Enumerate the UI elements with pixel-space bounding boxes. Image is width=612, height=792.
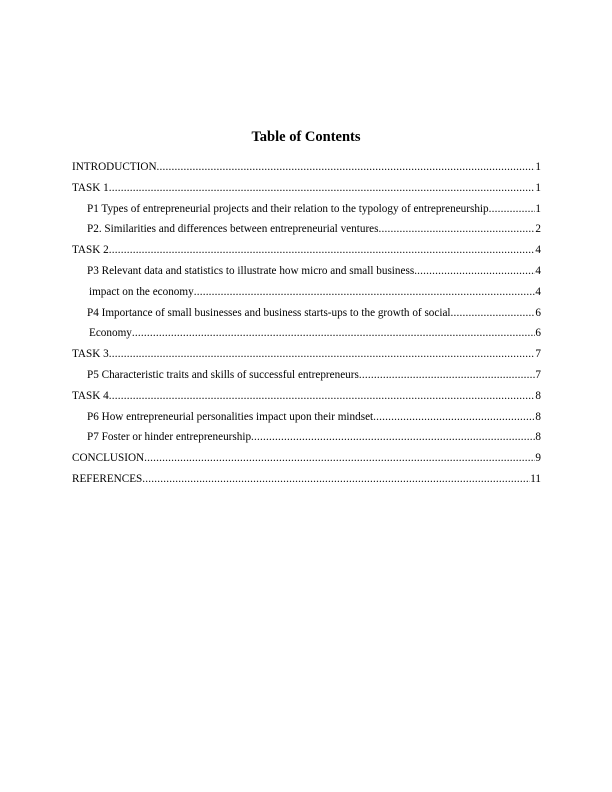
toc-entry-page: 1: [535, 202, 541, 215]
toc-entry-p1[interactable]: [72, 199, 541, 220]
toc-entry-text: TASK 1: [72, 181, 109, 194]
toc-entry-page: 6: [535, 327, 541, 340]
toc-leader-dots: [142, 469, 530, 490]
toc-leader-dots: [109, 344, 536, 365]
toc-entry-page: 7: [535, 348, 541, 361]
toc-entry-page: 4: [535, 244, 541, 257]
toc-entry-p3[interactable]: [72, 261, 541, 282]
toc-entry-page: 8: [535, 431, 541, 444]
toc-entry-text: REFERENCES: [72, 472, 143, 485]
toc-entry-page: 9: [535, 452, 541, 465]
toc-entry-text: P3 Relevant data and statistics to illustrate how micro and small business: [87, 264, 415, 277]
toc-leader-dots: [414, 261, 535, 282]
toc-entry-text: INTRODUCTION: [72, 161, 157, 173]
toc-entry-text: TASK 2: [72, 244, 109, 257]
toc-entry-text: P5 Characteristic traits and skills of successful entrepreneurs: [87, 368, 359, 381]
toc-entry-task-1[interactable]: [72, 178, 541, 199]
toc-leader-dots: [109, 178, 536, 199]
toc-leader-dots: [359, 365, 536, 386]
toc-entry-page: 6: [535, 306, 541, 319]
toc-leader-dots: [132, 323, 536, 344]
toc-entry-p2[interactable]: [72, 219, 541, 240]
toc-entry-text: Economy: [89, 327, 132, 340]
toc-leader-dots: [109, 240, 536, 261]
toc-entry-text: P7 Foster or hinder entrepreneurship: [87, 431, 252, 444]
toc-entry-introduction[interactable]: [72, 157, 541, 178]
toc-entry-text: P4 Importance of small businesses and business starts-ups to the growth of social: [87, 306, 451, 319]
toc-leader-dots: [251, 427, 535, 448]
toc-entry-conclusion[interactable]: [72, 448, 541, 469]
toc-entry-page: 11: [530, 472, 541, 485]
toc-entry-text: impact on the economy: [89, 285, 194, 298]
toc-list: [72, 157, 541, 490]
toc-entry-page: 4: [535, 264, 541, 277]
toc-entry-text: P6 How entrepreneurial personalities impact upon their mindset: [87, 410, 374, 423]
toc-entry-page: 8: [535, 389, 541, 402]
toc-leader-dots: [144, 448, 535, 469]
toc-entry-p3-continued[interactable]: [72, 282, 541, 303]
toc-entry-references[interactable]: [72, 469, 541, 490]
toc-entry-task-4[interactable]: [72, 386, 541, 407]
toc-entry-p7[interactable]: [72, 427, 541, 448]
toc-leader-dots: [157, 157, 536, 178]
toc-entry-p4-continued[interactable]: [72, 323, 541, 344]
toc-entry-page: 1: [535, 181, 541, 194]
toc-entry-text: P2. Similarities and differences between entrepreneurial ventures: [87, 223, 379, 236]
toc-entry-page: 7: [535, 368, 541, 381]
toc-entry-page: 2: [535, 223, 541, 236]
toc-entry-text: TASK 4: [72, 389, 109, 402]
toc-entry-text: TASK 3: [72, 348, 109, 361]
toc-entry-p5[interactable]: [72, 365, 541, 386]
toc-entry-task-2[interactable]: [72, 240, 541, 261]
toc-entry-page: 1: [535, 161, 541, 173]
toc-entry-page: 4: [535, 285, 541, 298]
toc-entry-p4[interactable]: [72, 303, 541, 324]
toc-leader-dots: [109, 386, 536, 407]
toc-leader-dots: [451, 303, 536, 324]
toc-entry-task-3[interactable]: [72, 344, 541, 365]
toc-leader-dots: [194, 282, 536, 303]
toc-entry-text: CONCLUSION: [72, 452, 145, 465]
toc-entry-text: P1 Types of entrepreneurial projects and their relation to the typology of entrepreneurship: [87, 202, 489, 215]
toc-leader-dots: [373, 407, 535, 428]
toc-leader-dots: [489, 199, 536, 220]
toc-entry-p6[interactable]: [72, 407, 541, 428]
toc-leader-dots: [379, 219, 536, 240]
toc-entry-page: 8: [535, 410, 541, 423]
toc-title: Table of Contents: [251, 129, 361, 145]
